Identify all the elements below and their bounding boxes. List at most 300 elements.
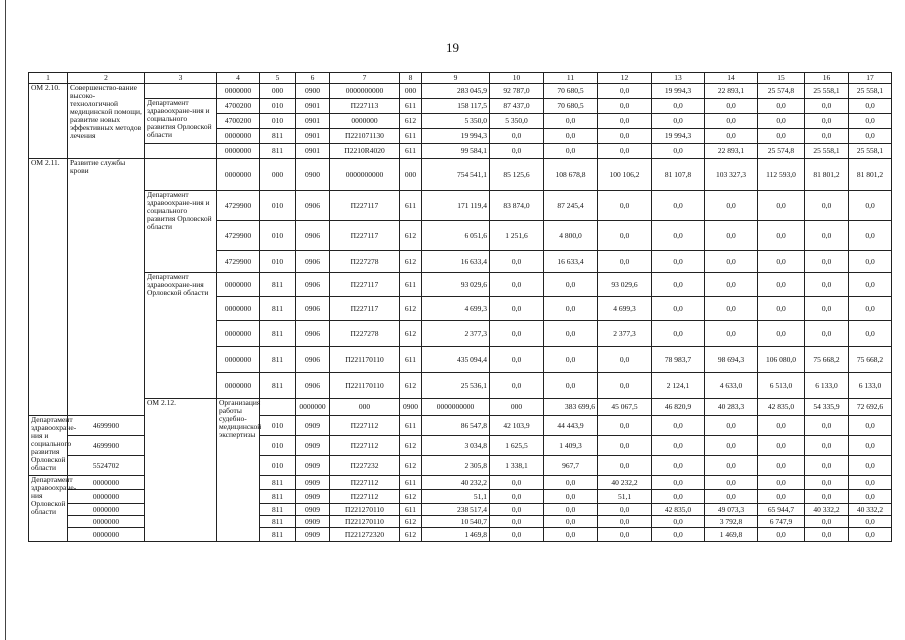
table-cell: 0000000 xyxy=(217,347,260,373)
table-cell: 106 080,0 xyxy=(758,347,805,373)
table-cell: 0900 xyxy=(296,159,330,191)
table-cell: Организация работы судебно-медицинской экспертизы xyxy=(217,399,260,542)
table-cell: 435 094,4 xyxy=(422,347,490,373)
table-cell: П221270110 xyxy=(330,504,400,516)
table-cell: 0,0 xyxy=(490,476,544,490)
table-cell: 103 327,3 xyxy=(705,159,758,191)
table-cell: 010 xyxy=(260,99,296,114)
table-cell: Департамент здравоохране-ния Орловской области xyxy=(145,273,217,399)
table-cell: 0,0 xyxy=(705,321,758,347)
table-cell xyxy=(145,84,217,99)
table-cell: 44 443,9 xyxy=(544,416,598,436)
table-cell: 010 xyxy=(260,221,296,251)
table-row xyxy=(29,144,892,159)
table-cell: 0,0 xyxy=(652,321,705,347)
binding-edge-line xyxy=(5,0,6,640)
table-cell: 0,0 xyxy=(598,347,652,373)
table-cell: 0,0 xyxy=(805,251,849,273)
table-cell: 0,0 xyxy=(849,321,892,347)
table-cell: 0,0 xyxy=(598,373,652,399)
table-cell: 0,0 xyxy=(705,129,758,144)
table-cell: 0,0 xyxy=(705,191,758,221)
table-cell: 0,0 xyxy=(652,436,705,456)
table-cell: 25 574,8 xyxy=(758,84,805,99)
table-cell: 612 xyxy=(400,297,422,321)
table-cell: 75 668,2 xyxy=(805,347,849,373)
table-cell xyxy=(145,159,217,191)
table-cell: 4729900 xyxy=(217,191,260,221)
table-cell: П227112 xyxy=(330,416,400,436)
table-cell: Совершенство-вание высоко-технологичной медицинской помощи, развитие новых эффективных методов лечения xyxy=(68,84,145,159)
table-cell: 010 xyxy=(260,436,296,456)
header-cell: 6 xyxy=(296,73,330,84)
table-cell: 0,0 xyxy=(490,516,544,528)
table-cell: 0901 xyxy=(296,129,330,144)
table-cell: 0,0 xyxy=(758,129,805,144)
table-cell: 0909 xyxy=(296,528,330,542)
table-cell: 40 332,2 xyxy=(805,504,849,516)
header-cell: 1 xyxy=(29,73,68,84)
table-cell: 0,0 xyxy=(849,456,892,476)
table-cell: 000 xyxy=(260,159,296,191)
table-cell: 0,0 xyxy=(544,273,598,297)
table-cell: П227232 xyxy=(330,456,400,476)
table-cell xyxy=(260,399,296,416)
header-cell: 14 xyxy=(705,73,758,84)
table-cell: 0,0 xyxy=(490,528,544,542)
table-cell: 86 547,8 xyxy=(422,416,490,436)
table-cell: 0000000000 xyxy=(330,84,400,99)
table-cell: 000 xyxy=(490,399,544,416)
table-cell: 0909 xyxy=(296,490,330,504)
table-cell: Департамент здравоохране-ния и социального развития Орловской области xyxy=(145,99,217,144)
table-cell: 0000000 xyxy=(217,84,260,99)
table-cell: 811 xyxy=(260,516,296,528)
header-cell: 5 xyxy=(260,73,296,84)
table-cell: 0000000 xyxy=(68,490,145,504)
table-cell: 4 800,0 xyxy=(544,221,598,251)
table-cell: 25 558,1 xyxy=(805,144,849,159)
table-cell: 0000000 xyxy=(68,528,145,542)
table-cell: 611 xyxy=(400,144,422,159)
table-cell: П221270110 xyxy=(330,516,400,528)
table-row xyxy=(29,399,892,416)
table-cell: 70 680,5 xyxy=(544,84,598,99)
table-cell: 0,0 xyxy=(544,129,598,144)
header-cell: 9 xyxy=(422,73,490,84)
table-row xyxy=(29,191,892,221)
table-cell: 0,0 xyxy=(598,99,652,114)
table-body xyxy=(29,73,892,542)
table-cell: 754 541,1 xyxy=(422,159,490,191)
table-cell: 0,0 xyxy=(758,99,805,114)
table-cell: 0,0 xyxy=(652,99,705,114)
table-cell: 5 350,0 xyxy=(490,114,544,129)
table-cell: 85 125,6 xyxy=(490,159,544,191)
table-cell: 0,0 xyxy=(849,516,892,528)
table-cell: 0000000 xyxy=(68,504,145,516)
table-cell: П227112 xyxy=(330,436,400,456)
table-cell: Развитие службы крови xyxy=(68,159,145,416)
table-cell: 000 xyxy=(400,84,422,99)
table-cell: 0,0 xyxy=(758,528,805,542)
table-cell: 0906 xyxy=(296,347,330,373)
table-cell: 49 073,3 xyxy=(705,504,758,516)
table-cell: 238 517,4 xyxy=(422,504,490,516)
table-cell: 0,0 xyxy=(805,476,849,490)
table-cell: 0000000000 xyxy=(330,159,400,191)
table-cell: 0909 xyxy=(296,416,330,436)
table-cell: 25 536,1 xyxy=(422,373,490,399)
table-cell: 0,0 xyxy=(849,251,892,273)
table-cell: 0,0 xyxy=(805,114,849,129)
table-cell: 611 xyxy=(400,129,422,144)
table-cell: 811 xyxy=(260,490,296,504)
table-cell: 010 xyxy=(260,191,296,221)
table-cell: 0,0 xyxy=(805,321,849,347)
table-cell: 811 xyxy=(260,297,296,321)
table-cell: 171 119,4 xyxy=(422,191,490,221)
table-row xyxy=(29,84,892,99)
table-cell: 0,0 xyxy=(758,456,805,476)
table-cell: 000 xyxy=(260,84,296,99)
table-cell: П227278 xyxy=(330,251,400,273)
table-cell: 0,0 xyxy=(849,416,892,436)
table-cell: 0,0 xyxy=(849,528,892,542)
table-cell: 0,0 xyxy=(544,114,598,129)
table-cell: 0,0 xyxy=(758,114,805,129)
table-cell: 0,0 xyxy=(598,84,652,99)
table-cell: 1 469,8 xyxy=(705,528,758,542)
table-cell: 0,0 xyxy=(758,191,805,221)
table-cell: П221071130 xyxy=(330,129,400,144)
table-cell: 51,1 xyxy=(598,490,652,504)
table-cell: 0906 xyxy=(296,191,330,221)
table-cell: 612 xyxy=(400,321,422,347)
header-cell: 16 xyxy=(805,73,849,84)
header-cell: 7 xyxy=(330,73,400,84)
table-cell: 1 251,6 xyxy=(490,221,544,251)
table-cell: 78 983,7 xyxy=(652,347,705,373)
table-cell: 0901 xyxy=(296,144,330,159)
table-cell: 75 668,2 xyxy=(849,347,892,373)
table-cell: 0909 xyxy=(296,504,330,516)
table-cell: П227112 xyxy=(330,476,400,490)
table-cell: 0,0 xyxy=(490,504,544,516)
table-cell: 0,0 xyxy=(652,476,705,490)
table-cell: 612 xyxy=(400,251,422,273)
table-cell: 0000000 xyxy=(217,321,260,347)
table-cell: 40 232,2 xyxy=(422,476,490,490)
table-cell: 0,0 xyxy=(805,436,849,456)
table-row xyxy=(29,273,892,297)
table-cell: 0,0 xyxy=(758,490,805,504)
table-cell: 25 574,8 xyxy=(758,144,805,159)
table-cell: 6 133,0 xyxy=(849,373,892,399)
table-cell: 99 584,1 xyxy=(422,144,490,159)
table-cell: 19 994,3 xyxy=(652,129,705,144)
table-cell: 0,0 xyxy=(758,416,805,436)
table-cell: 0,0 xyxy=(490,490,544,504)
table-cell: 45 067,5 xyxy=(598,399,652,416)
table-cell: ОМ 2.11. xyxy=(29,159,68,416)
table-cell: 283 045,9 xyxy=(422,84,490,99)
table-cell xyxy=(145,144,217,159)
table-cell: 0,0 xyxy=(805,297,849,321)
table-cell: 81 801,2 xyxy=(805,159,849,191)
table-cell: 87 437,0 xyxy=(490,99,544,114)
table-cell: 0909 xyxy=(296,516,330,528)
table-cell: ОМ 2.12. xyxy=(145,399,217,542)
table-cell: 611 xyxy=(400,504,422,516)
table-cell: 42 835,0 xyxy=(758,399,805,416)
table-cell: 0,0 xyxy=(849,114,892,129)
table-cell: 0,0 xyxy=(490,251,544,273)
table-cell: 0,0 xyxy=(849,191,892,221)
table-cell: 0906 xyxy=(296,221,330,251)
table-row xyxy=(29,159,892,191)
table-cell: 0,0 xyxy=(705,297,758,321)
table-cell: 0,0 xyxy=(805,273,849,297)
table-cell: 0000000 xyxy=(217,373,260,399)
table-cell: 0,0 xyxy=(758,436,805,456)
header-cell: 12 xyxy=(598,73,652,84)
table-cell: 4700200 xyxy=(217,99,260,114)
table-cell: 83 874,0 xyxy=(490,191,544,221)
table-cell: 0901 xyxy=(296,114,330,129)
table-cell: 0,0 xyxy=(705,416,758,436)
table-cell: П221170110 xyxy=(330,373,400,399)
table-cell: 0900 xyxy=(296,84,330,99)
table-cell: 811 xyxy=(260,504,296,516)
table-cell: 0909 xyxy=(296,436,330,456)
table-cell: 811 xyxy=(260,273,296,297)
table-cell: 0,0 xyxy=(544,321,598,347)
table-cell: П227117 xyxy=(330,191,400,221)
table-cell: 2 377,3 xyxy=(422,321,490,347)
header-cell: 15 xyxy=(758,73,805,84)
table-cell: 92 787,0 xyxy=(490,84,544,99)
table-cell: 0,0 xyxy=(758,251,805,273)
table-cell: 0,0 xyxy=(652,516,705,528)
table-cell: 000 xyxy=(330,399,400,416)
table-cell: 811 xyxy=(260,129,296,144)
table-cell: 54 335,9 xyxy=(805,399,849,416)
table-cell: 4729900 xyxy=(217,221,260,251)
table-cell: 811 xyxy=(260,476,296,490)
table-cell: 3 034,8 xyxy=(422,436,490,456)
table-cell: 0,0 xyxy=(758,297,805,321)
table-cell: 0,0 xyxy=(758,321,805,347)
table-cell: 0,0 xyxy=(652,297,705,321)
table-cell: 0000000 xyxy=(217,129,260,144)
header-cell: 11 xyxy=(544,73,598,84)
table-cell: 611 xyxy=(400,273,422,297)
table-cell: 010 xyxy=(260,114,296,129)
table-cell: 0000000 xyxy=(217,273,260,297)
table-cell: 0,0 xyxy=(849,490,892,504)
table-cell: 612 xyxy=(400,490,422,504)
table-cell: 6 133,0 xyxy=(805,373,849,399)
table-cell: 010 xyxy=(260,456,296,476)
table-cell: 010 xyxy=(260,251,296,273)
table-cell: 0,0 xyxy=(544,476,598,490)
table-cell: 967,7 xyxy=(544,456,598,476)
table-cell: 4729900 xyxy=(217,251,260,273)
header-cell: 8 xyxy=(400,73,422,84)
table-cell: 51,1 xyxy=(422,490,490,504)
table-cell: 0,0 xyxy=(849,476,892,490)
table-cell: 0,0 xyxy=(598,456,652,476)
table-cell: 811 xyxy=(260,528,296,542)
table-cell: П227117 xyxy=(330,273,400,297)
table-cell: 4 633,0 xyxy=(705,373,758,399)
table-cell: 19 994,3 xyxy=(652,84,705,99)
table-cell: 612 xyxy=(400,456,422,476)
table-cell: 0,0 xyxy=(598,251,652,273)
table-cell: 611 xyxy=(400,347,422,373)
table-cell: 0,0 xyxy=(758,221,805,251)
table-cell: 42 103,9 xyxy=(490,416,544,436)
table-cell: 000 xyxy=(400,159,422,191)
table-cell: П227117 xyxy=(330,221,400,251)
table-cell: 0,0 xyxy=(490,347,544,373)
table-cell: 70 680,5 xyxy=(544,99,598,114)
table-cell: 0,0 xyxy=(805,191,849,221)
table-cell: 611 xyxy=(400,191,422,221)
table-cell: 612 xyxy=(400,516,422,528)
table-cell: 0,0 xyxy=(652,114,705,129)
table-cell: 0,0 xyxy=(544,297,598,321)
table-cell: 0,0 xyxy=(705,251,758,273)
table-cell: 0000000 xyxy=(68,476,145,490)
table-cell: 40 332,2 xyxy=(849,504,892,516)
table-cell: 4699900 xyxy=(68,416,145,436)
table-cell: 40 232,2 xyxy=(598,476,652,490)
table-cell: 0000000 xyxy=(217,159,260,191)
table-cell: 0,0 xyxy=(544,373,598,399)
table-cell: Департамент здравоохране-ния и социального развития Орловской области xyxy=(29,416,68,476)
table-cell: 611 xyxy=(400,476,422,490)
table-cell: 611 xyxy=(400,99,422,114)
table-cell: 2 305,8 xyxy=(422,456,490,476)
table-cell: 19 994,3 xyxy=(422,129,490,144)
table-cell: 6 747,9 xyxy=(758,516,805,528)
table-cell: 4700200 xyxy=(217,114,260,129)
table-cell: 5 350,0 xyxy=(422,114,490,129)
table-cell: П221272320 xyxy=(330,528,400,542)
table-cell: 0000000 xyxy=(68,516,145,528)
table-cell: 0000000000 xyxy=(422,399,490,416)
table-cell: 0,0 xyxy=(652,144,705,159)
table-cell: 612 xyxy=(400,528,422,542)
table-row xyxy=(29,99,892,114)
table-cell: 81 801,2 xyxy=(849,159,892,191)
table-cell: 0,0 xyxy=(805,221,849,251)
table-cell: 0,0 xyxy=(705,490,758,504)
table-cell: 383 699,6 xyxy=(544,399,598,416)
table-cell: 0,0 xyxy=(652,456,705,476)
table-cell: 0,0 xyxy=(598,129,652,144)
header-cell: 3 xyxy=(145,73,217,84)
table-cell: 4 699,3 xyxy=(422,297,490,321)
table-cell: 16 633,4 xyxy=(422,251,490,273)
table-cell: 811 xyxy=(260,144,296,159)
table-cell: 0000000 xyxy=(217,297,260,321)
table-cell: 811 xyxy=(260,347,296,373)
table-cell: 0,0 xyxy=(705,456,758,476)
header-cell: 13 xyxy=(652,73,705,84)
table-cell: Департамент здравоохране-ния и социального развития Орловской области xyxy=(145,191,217,273)
table-cell: 0,0 xyxy=(652,221,705,251)
table-cell: 0,0 xyxy=(490,144,544,159)
table-cell: 98 694,3 xyxy=(705,347,758,373)
table-cell: 0,0 xyxy=(705,114,758,129)
table-cell: 0901 xyxy=(296,99,330,114)
table-cell: 612 xyxy=(400,373,422,399)
table-cell: П227112 xyxy=(330,490,400,504)
table-cell: 0,0 xyxy=(805,416,849,436)
table-cell: П227113 xyxy=(330,99,400,114)
table-cell: 0,0 xyxy=(652,273,705,297)
table-cell: 0906 xyxy=(296,273,330,297)
table-cell: 4 699,3 xyxy=(598,297,652,321)
table-cell: 112 593,0 xyxy=(758,159,805,191)
table-cell: 4699900 xyxy=(68,436,145,456)
table-cell: 612 xyxy=(400,221,422,251)
table-cell: 40 283,3 xyxy=(705,399,758,416)
table-cell: П221170110 xyxy=(330,347,400,373)
table-cell: 010 xyxy=(260,416,296,436)
table-cell: 0906 xyxy=(296,297,330,321)
table-cell: 0,0 xyxy=(598,528,652,542)
table-cell: Департамент здравоохране-ния Орловской области xyxy=(29,476,68,542)
table-cell: 0,0 xyxy=(849,221,892,251)
table-cell: 16 633,4 xyxy=(544,251,598,273)
header-cell: 17 xyxy=(849,73,892,84)
table-cell: 0,0 xyxy=(490,321,544,347)
table-cell: 0,0 xyxy=(705,221,758,251)
table-cell: 0,0 xyxy=(490,129,544,144)
table-cell: 0909 xyxy=(296,476,330,490)
table-cell: 0,0 xyxy=(758,476,805,490)
table-cell: 612 xyxy=(400,114,422,129)
table-cell: 0000000 xyxy=(330,114,400,129)
header-cell: 4 xyxy=(217,73,260,84)
header-cell: 10 xyxy=(490,73,544,84)
table-cell: 0,0 xyxy=(652,416,705,436)
table-cell: 811 xyxy=(260,321,296,347)
table-cell: 0909 xyxy=(296,456,330,476)
table-cell: 0,0 xyxy=(805,490,849,504)
table-cell: 93 029,6 xyxy=(598,273,652,297)
table-cell: 0,0 xyxy=(705,436,758,456)
table-cell: 0,0 xyxy=(805,528,849,542)
table-cell: 0,0 xyxy=(705,476,758,490)
table-cell: 0,0 xyxy=(544,528,598,542)
table-cell: 0,0 xyxy=(849,436,892,456)
header-cell: 2 xyxy=(68,73,145,84)
table-cell: 42 835,0 xyxy=(652,504,705,516)
table-cell: 0,0 xyxy=(849,99,892,114)
table-cell: 0,0 xyxy=(490,373,544,399)
table-cell: 611 xyxy=(400,416,422,436)
header-row xyxy=(29,73,892,84)
table-cell: 6 513,0 xyxy=(758,373,805,399)
table-cell: 0,0 xyxy=(805,129,849,144)
table-cell: 25 558,1 xyxy=(805,84,849,99)
table-cell: 0,0 xyxy=(544,144,598,159)
